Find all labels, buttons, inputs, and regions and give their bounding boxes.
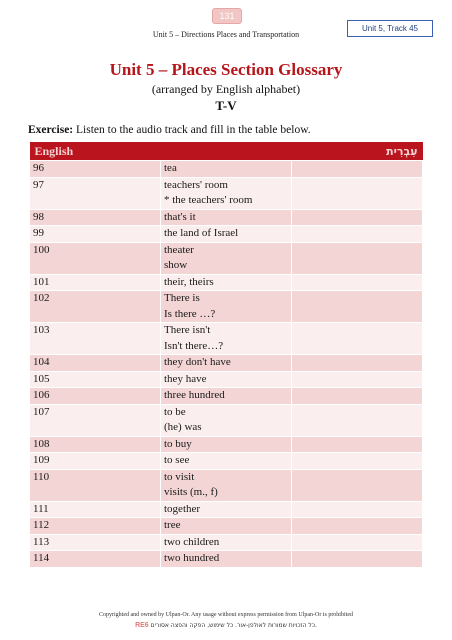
entry-number: 112 [30,518,161,535]
table-row [30,323,423,339]
page-number-badge: 131 [212,8,242,24]
entry-number: 109 [30,453,161,470]
table-row [30,501,423,518]
table-row [30,420,423,436]
exercise-text: Listen to the audio track and fill in the table below. [73,124,311,136]
hebrew-answer-cell[interactable] [292,469,423,485]
document-code: RE6 [135,622,149,629]
hebrew-answer-cell[interactable] [292,226,423,243]
table-row [30,307,423,323]
hebrew-answer-cell[interactable] [292,420,423,436]
hebrew-answer-cell[interactable] [292,209,423,226]
entry-number: 113 [30,534,161,551]
column-header-hebrew: עִבְרִית [292,142,423,161]
letter-range: T-V [215,98,237,113]
table-header-row [30,142,423,161]
page-subtitle: (arranged by English alphabet) [151,82,301,96]
hebrew-answer-cell[interactable] [292,258,423,274]
entry-number: 111 [30,501,161,518]
table-row [30,274,423,291]
table-row [30,453,423,470]
entry-number: 100 [30,242,161,258]
table-row [30,404,423,420]
english-term: three hundred [161,388,292,405]
table-row [30,193,423,209]
table-row [30,436,423,453]
english-term: that's it [161,209,292,226]
english-term: they have [161,371,292,388]
english-term: to see [161,453,292,470]
hebrew-answer-cell[interactable] [292,339,423,355]
table-row [30,226,423,243]
table-row [30,551,423,567]
hebrew-answer-cell[interactable] [292,534,423,551]
table-row [30,177,423,193]
hebrew-answer-cell[interactable] [292,242,423,258]
exercise-instructions [28,124,311,136]
entry-number: 107 [30,404,161,420]
table-row [30,291,423,307]
hebrew-copyright-notice [0,622,452,629]
hebrew-answer-cell[interactable] [292,371,423,388]
hebrew-answer-cell[interactable] [292,485,423,501]
hebrew-answer-cell[interactable] [292,453,423,470]
english-term: theater [161,242,292,258]
english-term: to visit [161,469,292,485]
english-term: (he) was [161,420,292,436]
hebrew-answer-cell[interactable] [292,323,423,339]
hebrew-answer-cell[interactable] [292,404,423,420]
table-row [30,469,423,485]
english-term: teachers' room [161,177,292,193]
english-term: together [161,501,292,518]
entry-number: 105 [30,371,161,388]
hebrew-answer-cell[interactable] [292,436,423,453]
table-row [30,534,423,551]
entry-number: 96 [30,161,161,178]
english-term: tea [161,161,292,178]
english-term: Isn't there…? [161,339,292,355]
entry-number [30,485,161,501]
hebrew-answer-cell[interactable] [292,274,423,291]
entry-number: 97 [30,177,161,193]
english-term: There isn't [161,323,292,339]
entry-number: 108 [30,436,161,453]
hebrew-answer-cell[interactable] [292,355,423,372]
entry-number: 106 [30,388,161,405]
english-term: * the teachers' room [161,193,292,209]
entry-number [30,307,161,323]
table-row [30,518,423,535]
english-term: two hundred [161,551,292,567]
glossary-table [29,142,423,567]
hebrew-answer-cell[interactable] [292,177,423,193]
entry-number: 114 [30,551,161,567]
hebrew-answer-cell[interactable] [292,291,423,307]
english-term: to be [161,404,292,420]
english-term: There is [161,291,292,307]
table-row [30,388,423,405]
running-header: Unit 5 – Directions Places and Transportation [152,30,300,39]
exercise-label: Exercise: [28,124,74,136]
english-term: their, theirs [161,274,292,291]
hebrew-answer-cell[interactable] [292,161,423,178]
entry-number [30,193,161,209]
english-term: to buy [161,436,292,453]
entry-number: 110 [30,469,161,485]
table-row [30,355,423,372]
hebrew-copyright-text: כל הזכויות שמורות לאולפן-אור. כל שימוש, הפקה והפצה אסורים. [150,622,317,629]
english-term: two children [161,534,292,551]
hebrew-answer-cell[interactable] [292,551,423,567]
table-row [30,339,423,355]
entry-number: 99 [30,226,161,243]
table-row [30,242,423,258]
english-term: visits (m., f) [161,485,292,501]
glossary-table-body [30,161,423,567]
hebrew-answer-cell[interactable] [292,388,423,405]
entry-number: 103 [30,323,161,339]
hebrew-answer-cell[interactable] [292,307,423,323]
hebrew-answer-cell[interactable] [292,518,423,535]
entry-number: 101 [30,274,161,291]
audio-track-label[interactable]: Unit 5, Track 45 [347,20,433,37]
entry-number: 104 [30,355,161,372]
english-term: the land of Israel [161,226,292,243]
english-term: Is there …? [161,307,292,323]
copyright-notice: Copyrighted and owned by Ulpan-Or. Any usage without express permission from Ulpan-Or is prohibited [99,612,353,618]
entry-number [30,258,161,274]
hebrew-answer-cell[interactable] [292,193,423,209]
entry-number: 98 [30,209,161,226]
glossary-table-container [29,142,423,567]
table-row [30,371,423,388]
hebrew-answer-cell[interactable] [292,501,423,518]
english-term: they don't have [161,355,292,372]
entry-number [30,420,161,436]
english-term: tree [161,518,292,535]
column-header-english: English [30,142,292,161]
table-row [30,209,423,226]
english-term: show [161,258,292,274]
table-row [30,485,423,501]
table-row [30,161,423,178]
entry-number: 102 [30,291,161,307]
page-title: Unit 5 – Places Section Glossary [109,60,343,79]
entry-number [30,339,161,355]
table-row [30,258,423,274]
